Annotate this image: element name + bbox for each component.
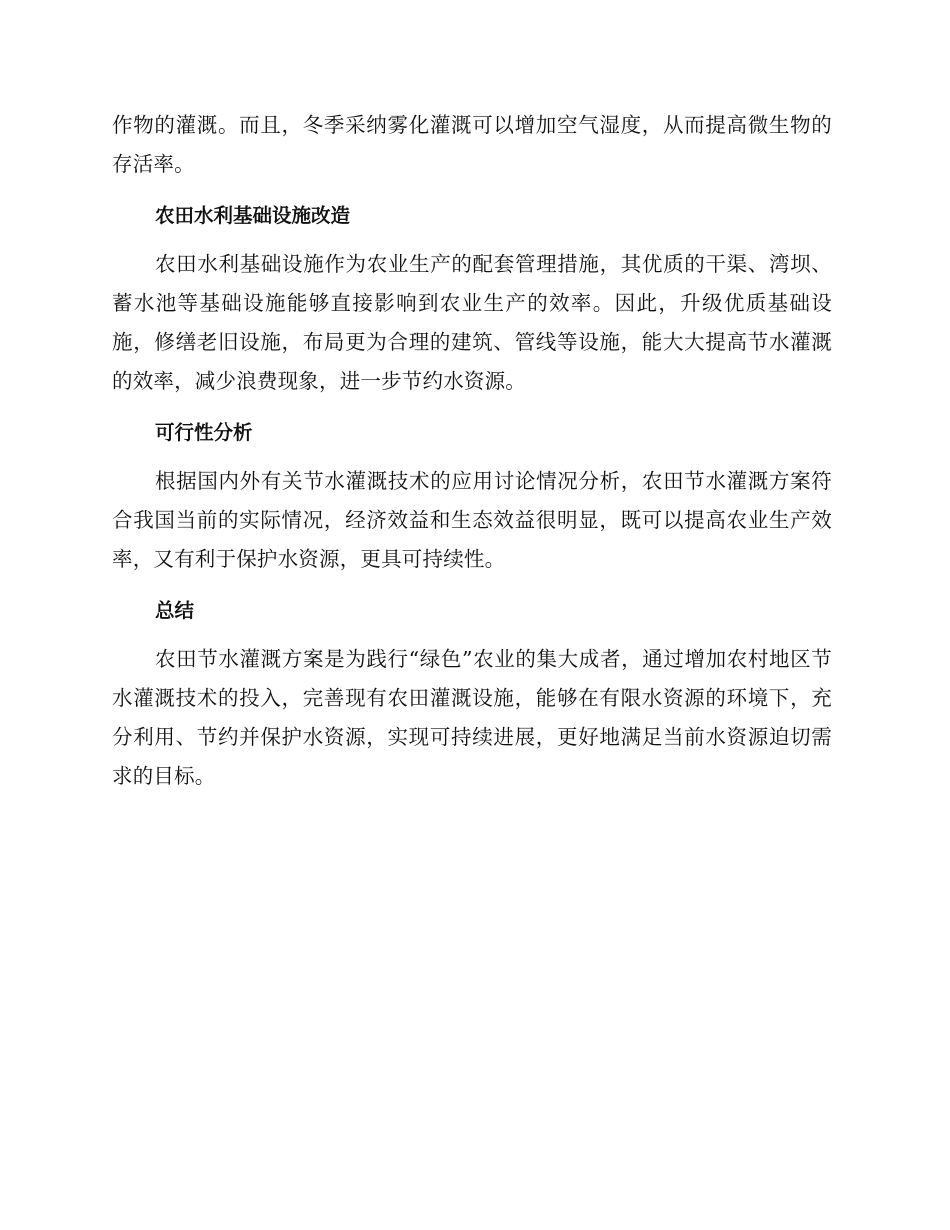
spacer xyxy=(112,401,832,413)
spacer xyxy=(112,452,832,462)
spacer xyxy=(112,630,832,640)
section-heading-summary: 总结 xyxy=(155,599,195,622)
spacer xyxy=(112,184,832,196)
spacer xyxy=(112,235,832,245)
spacer xyxy=(112,579,832,591)
document-body xyxy=(112,106,832,796)
paragraph-irrigation-continued: 作物的灌溉。而且，冬季采纳雾化灌溉可以增加空气湿度，从而提高微生物的存活率。 xyxy=(112,113,832,176)
paragraph-feasibility: 根据国内外有关节水灌溉技术的应用讨论情况分析，农田节水灌溉方案符合我国当前的实际情况，经济效益和生态效益很明显，既可以提高农业生产效率，又有利于保护水资源，更具可持续性。 xyxy=(112,469,832,571)
paragraph-infrastructure: 农田水利基础设施作为农业生产的配套管理措施，其优质的干渠、湾坝、蓄水池等基础设施能够直接影响到农业生产的效率。因此，升级优质基础设施，修缮老旧设施，布局更为合理的建筑、管线等设施，能大大提高节水灌溉的效率，减少浪费现象，进一步节约水资源。 xyxy=(112,252,832,393)
section-heading-feasibility: 可行性分析 xyxy=(155,421,253,444)
section-heading-infrastructure: 农田水利基础设施改造 xyxy=(155,204,351,227)
paragraph-summary: 农田节水灌溉方案是为践行“绿色”农业的集大成者，通过增加农村地区节水灌溉技术的投入，完善现有农田灌溉设施，能够在有限水资源的环境下，充分利用、节约并保护水资源，实现可持续进展，更好地满足当前水资源迫切需求的目标。 xyxy=(112,647,832,788)
